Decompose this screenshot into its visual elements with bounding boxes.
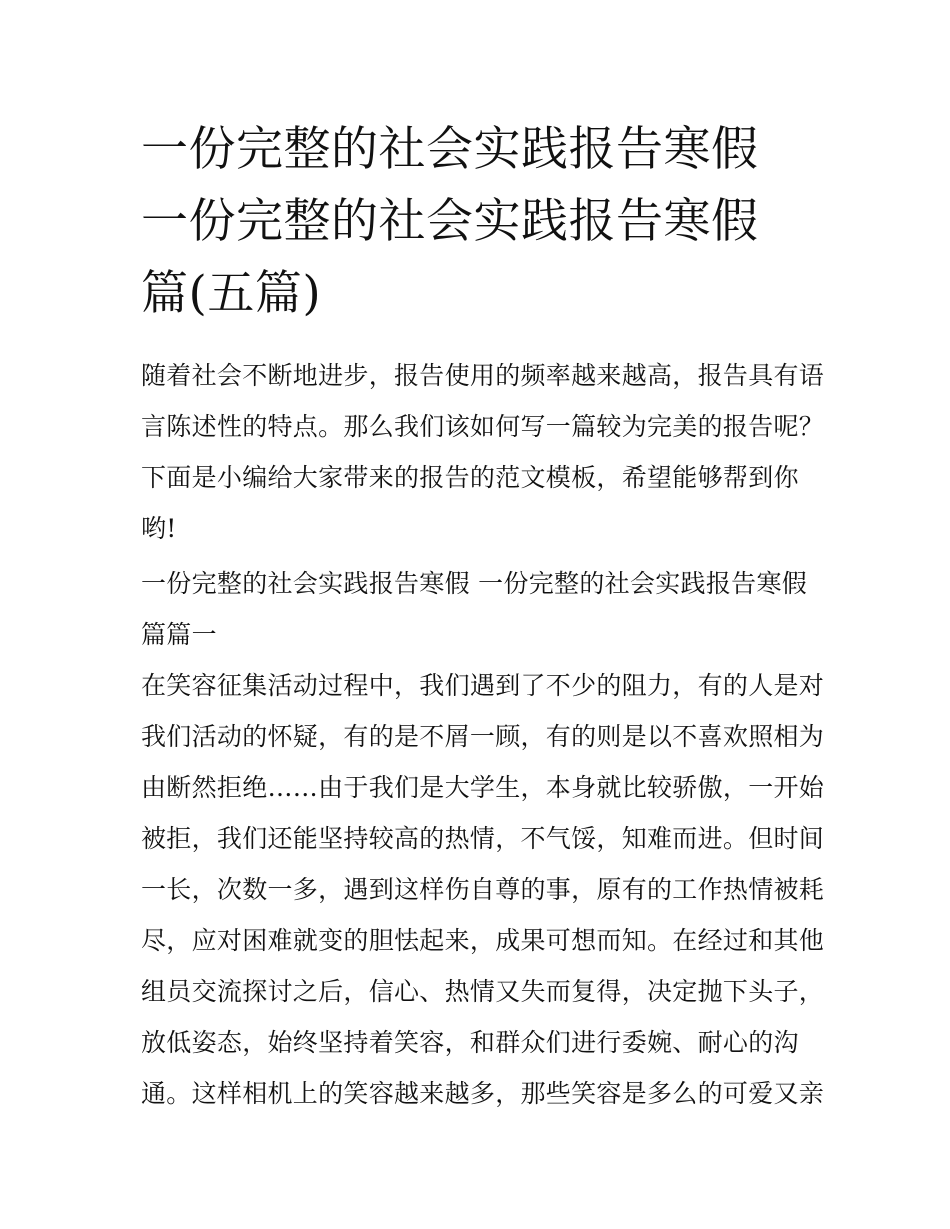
text-line: 放低姿态，始终坚持着笑容，和群众们进行委婉、耐心的沟	[141, 1028, 799, 1057]
title-line: 一份完整的社会实践报告寒假	[141, 194, 759, 249]
text-line: 通。这样相机上的笑容越来越多，那些笑容是多么的可爱又亲	[141, 1079, 825, 1108]
text-line: 一长，次数一多，遇到这样伤自尊的事，原有的工作热情被耗	[141, 875, 825, 904]
text-line: 一份完整的社会实践报告寒假 一份完整的社会实践报告寒假	[141, 569, 808, 598]
text-line: 下面是小编给大家带来的报告的范文模板，希望能够帮到你	[141, 463, 799, 492]
text-line: 言陈述性的特点。那么我们该如何写一篇较为完美的报告呢？	[141, 412, 825, 441]
text-line: 篇篇一	[141, 620, 217, 649]
text-line: 组员交流探讨之后，信心、热情又失而复得，决定抛下头子，	[141, 977, 825, 1006]
body-paragraph	[141, 660, 825, 1119]
text-line: 随着社会不断地进步，报告使用的频率越来越高，报告具有语	[141, 361, 825, 390]
title-line: 篇(五篇)	[141, 266, 322, 321]
text-line: 由断然拒绝……由于我们是大学生，本身就比较骄傲，一开始	[141, 773, 825, 802]
text-line: 在笑容征集活动过程中，我们遇到了不少的阻力，有的人是对	[141, 671, 825, 700]
document-content	[141, 114, 825, 1119]
document-title	[141, 114, 821, 330]
text-line: 哟!	[141, 514, 177, 543]
text-line: 尽，应对困难就变的胆怯起来，成果可想而知。在经过和其他	[141, 926, 825, 955]
text-line: 我们活动的怀疑，有的是不屑一顾，有的则是以不喜欢照相为	[141, 722, 825, 751]
intro-paragraph	[141, 350, 825, 554]
section-heading	[141, 558, 821, 660]
text-line: 被拒，我们还能坚持较高的热情，不气馁，知难而进。但时间	[141, 824, 825, 853]
title-line: 一份完整的社会实践报告寒假	[141, 122, 759, 177]
